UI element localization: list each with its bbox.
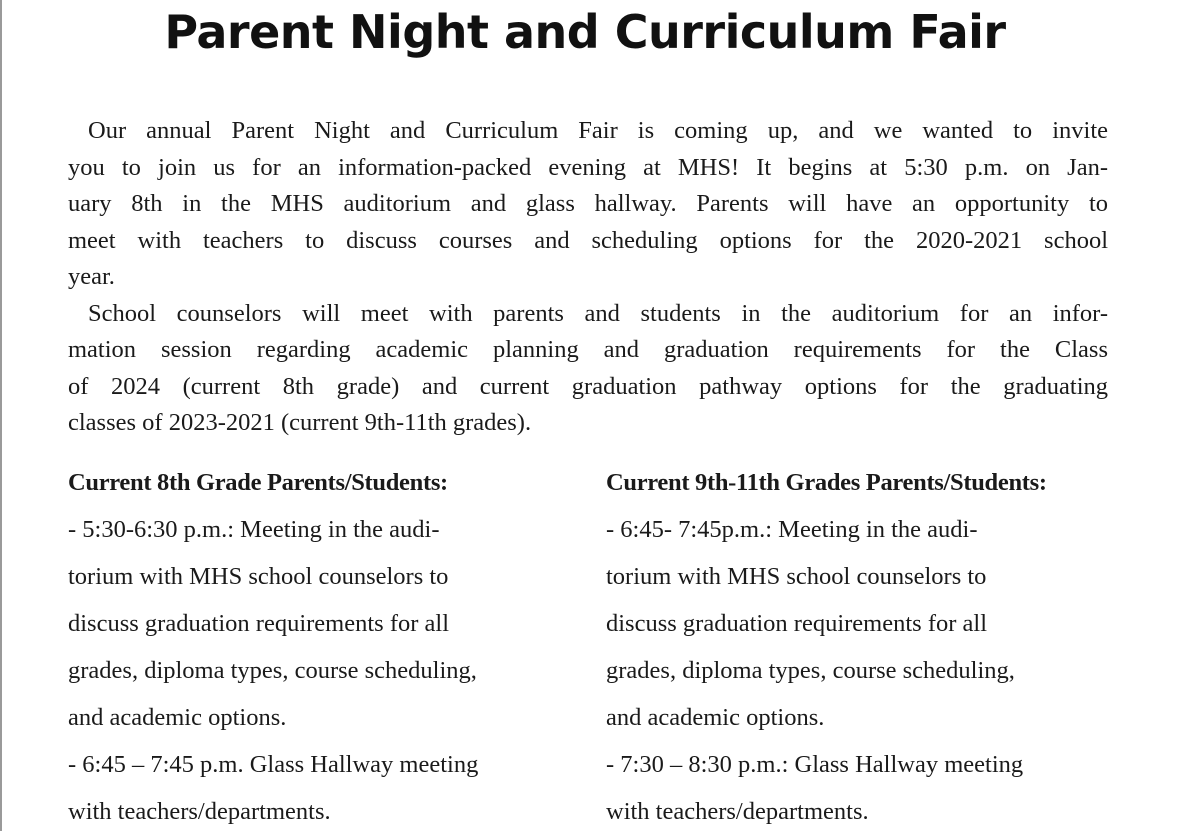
schedule-line: with teachers/departments. — [68, 798, 331, 825]
schedule-line: discuss graduation requirements for all — [606, 610, 988, 637]
paragraph-1-line: uary 8th in the MHS auditorium and glass hallway. Parents will have an opportunity to — [68, 190, 1108, 217]
schedule-line: - 7:30 – 8:30 p.m.: Glass Hallway meeting — [606, 751, 1024, 778]
schedule-line: grades, diploma types, course scheduling, — [68, 657, 477, 684]
schedule-line: - 6:45 – 7:45 p.m. Glass Hallway meeting — [68, 751, 479, 778]
schedule-line: torium with MHS school counselors to — [68, 563, 449, 590]
schedule-line: grades, diploma types, course scheduling, — [606, 657, 1015, 684]
schedule-line: and academic options. — [606, 704, 825, 731]
paragraph-2-line: mation session regarding academic planning and graduation requirements for the Class — [68, 336, 1108, 363]
schedule-line: torium with MHS school counselors to — [606, 563, 987, 590]
page-title: Parent Night and Curriculum Fair — [164, 5, 1006, 59]
schedule-9th-11th-grades — [606, 459, 1106, 835]
schedule-line: with teachers/departments. — [606, 798, 869, 825]
paragraph-1-line: year. — [68, 263, 115, 290]
schedule-line: discuss graduation requirements for all — [68, 610, 450, 637]
paragraph-1-line: Our annual Parent Night and Curriculum Fair is coming up, and we wanted to invite — [88, 117, 1108, 144]
paragraph-2-line: School counselors will meet with parents and students in the auditorium for an infor- — [88, 299, 1108, 327]
paragraph-1-line: you to join us for an information-packed evening at MHS! It begins at 5:30 p.m. on Jan- — [68, 153, 1108, 181]
page-edge-rule — [0, 0, 2, 831]
paragraph-2-line: classes of 2023-2021 (current 9th-11th grades). — [68, 409, 532, 436]
schedule-line: and academic options. — [68, 704, 287, 731]
schedule-heading: Current 8th Grade Parents/Students: — [68, 469, 448, 496]
schedule-line: - 6:45- 7:45p.m.: Meeting in the audi- — [606, 516, 978, 543]
schedule-line: - 5:30-6:30 p.m.: Meeting in the audi- — [68, 516, 440, 543]
paragraph-2-line: of 2024 (current 8th grade) and current graduation pathway options for the graduating — [68, 372, 1108, 400]
schedule-8th-grade — [68, 459, 568, 835]
intro-text — [68, 113, 1108, 442]
paragraph-1-line: meet with teachers to discuss courses and scheduling options for the 2020-2021 school — [68, 226, 1108, 254]
schedule-heading: Current 9th-11th Grades Parents/Students: — [606, 469, 1047, 496]
